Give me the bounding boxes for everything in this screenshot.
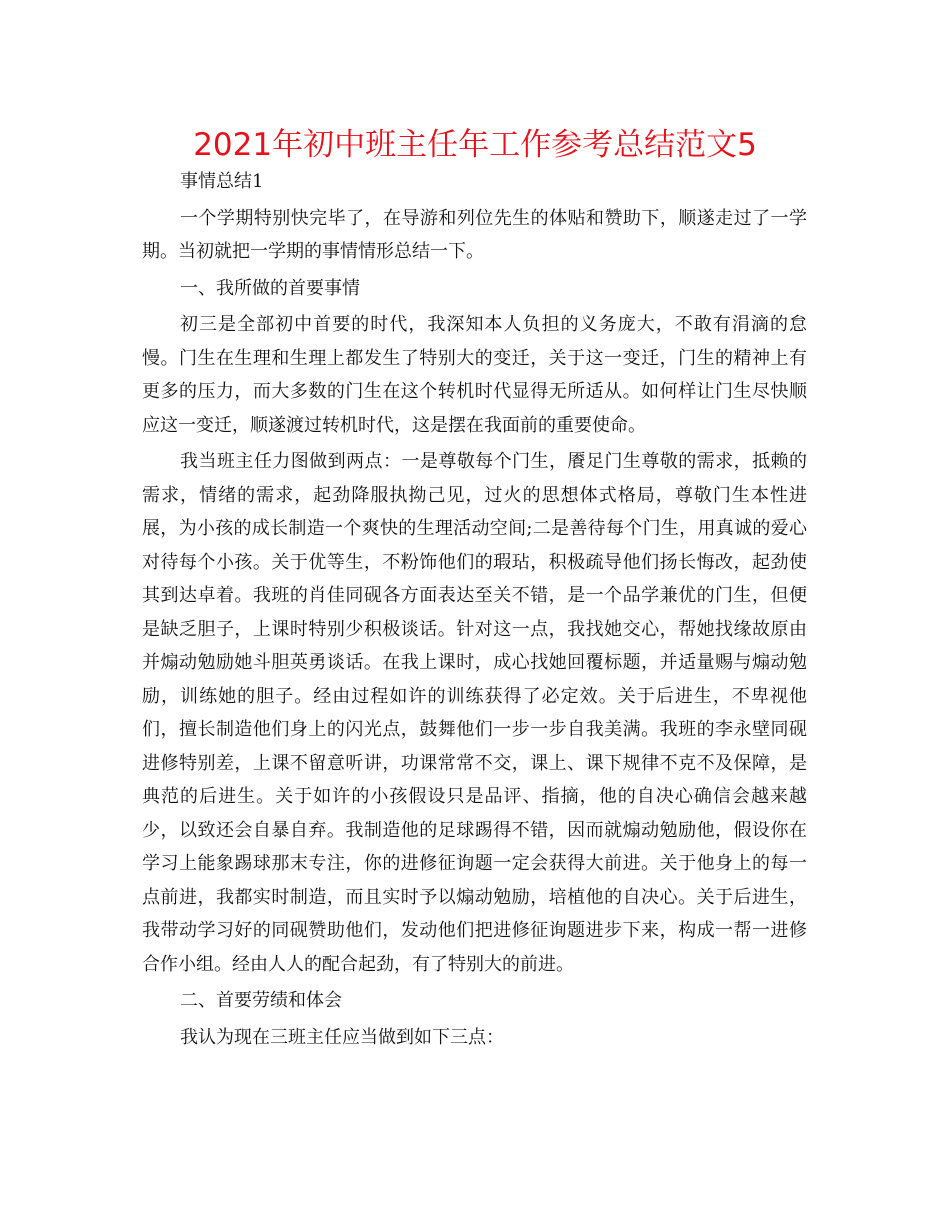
document-body: [142, 165, 807, 1054]
section-heading-summary: 事情总结1: [180, 171, 264, 192]
body-paragraph: 我认为现在三班主任应当做到如下三点：: [180, 1026, 504, 1048]
body-paragraph: 初三是全部初中首要的时代，我深知本人负担的义务庞大，不敢有涓滴的怠慢。门生在生理和生理上都发生了特别大的变迁，关于这一变迁，门生的精神上有更多的压力，而大多数的门生在这个转机时代显得无所适从。如何样让门生尽快顺应这一变迁，顺遂渡过转机时代，这是摆在我面前的重要使命。: [142, 314, 807, 436]
section-heading-main-work: 一、我所做的首要事情: [180, 277, 360, 299]
document-title: 2021年初中班主任年工作参考总结范文5: [193, 127, 757, 163]
body-paragraph: 一个学期特别快完毕了，在导游和列位先生的体贴和赞助下，顺遂走过了一学期。当初就把一学期的事情情形总结一下。: [142, 207, 807, 262]
section-heading-achievements: 二、首要劳绩和体会: [180, 990, 342, 1011]
body-paragraph: 我当班主任力图做到两点：一是尊敬每个门生，餍足门生尊敬的需求，抵赖的需求，情绪的需求，起劲降服执拗己见，过火的思想体式格局，尊敬门生本性进展，为小孩的成长制造一个爽快的生理活动空间;二是善待每个门生，用真诚的爱心对待每个小孩。关于优等生，不粉饰他们的瑕玷，积极疏导他们扬长悔改，起劲使其到达卓着。我班的肖佳同砚各方面表达至关不错，是一个品学兼优的门生，但便是缺乏胆子，上课时特别少积极谈话。针对这一点，我找她交心，帮她找缘故原由并煽动勉励她斗胆英勇谈话。在我上课时，成心找她回覆标题，并适量赐与煽动勉励，训练她的胆子。经由过程如许的训练获得了必定效。关于后进生，不卑视他们，擅长制造他们身上的闪光点，鼓舞他们一步一步自我美满。我班的李永壁同砚进修特别差，上课不留意听讲，功课常常不交，课上、课下规律不克不及保障，是典范的后进生。关于如许的小孩假设只是品评、指摘，他的自决心确信会越来越少，以致还会自暴自弃。我制造他的足球踢得不错，因而就煽动勉励他，假设你在学习上能象踢球那末专注，你的进修征询题一定会获得大前进。关于他身上的每一点前进，我都实时制造，而且实时予以煽动勉励，培植他的自决心。关于后进生，我带动学习好的同砚赞助他们，发动他们把进修征询题进步下来，构成一帮一进修合作小组。经由人人的配合起劲，有了特别大的前进。: [142, 451, 807, 975]
